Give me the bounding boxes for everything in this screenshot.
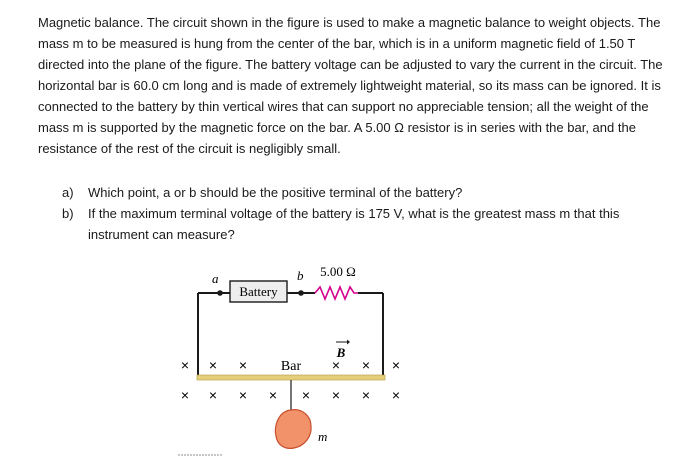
- field-x-mark: ×: [268, 387, 278, 403]
- field-x-mark: ×: [361, 387, 371, 403]
- question-b-label: b): [62, 206, 74, 221]
- field-x-mark: ×: [238, 387, 248, 403]
- question-a-label: a): [62, 185, 74, 200]
- field-x-mark: ×: [301, 387, 311, 403]
- horizontal-bar: [197, 375, 385, 380]
- mass-label: m: [318, 429, 328, 444]
- question-b-text: If the maximum terminal voltage of the battery is 175 V, what is the greatest mass m that this instrument can measure?: [88, 206, 620, 242]
- field-x-mark: ×: [331, 357, 341, 373]
- resistor-zigzag: [315, 287, 358, 299]
- problem-statement: Magnetic balance. The circuit shown in the figure is used to make a magnetic balance to weight objects. The mass m to be measured is hung from the center of the bar, which is in a uniform magnetic field of 1.50 T directed into the plane of the figure. The battery voltage can be adjusted to vary the current in the circuit. The horizontal bar is 60.0 cm long and is made of extremely lightweight material, so its mass can be ignored. It is connected to the battery by thin vertical wires that can support no appreciable tension; all the weight of the mass m is supported by the magnetic force on the bar. A 5.00 Ω resistor is in series with the bar, and the resistance of the rest of the circuit is negligibly small.: [38, 15, 663, 156]
- point-a-label: a: [212, 271, 219, 286]
- terminal-b-dot: [298, 290, 304, 296]
- field-x-mark: ×: [180, 387, 190, 403]
- vector-arrowhead-icon: [347, 340, 350, 345]
- question-a-text: Which point, a or b should be the positive terminal of the battery?: [88, 185, 463, 200]
- field-x-mark: ×: [331, 387, 341, 403]
- resistor-label: 5.00 Ω: [320, 264, 356, 279]
- terminal-a-dot: [217, 290, 223, 296]
- field-x-mark: ×: [180, 357, 190, 373]
- battery-label: Battery: [239, 284, 278, 299]
- field-x-mark: ×: [208, 387, 218, 403]
- field-x-mark: ×: [391, 387, 401, 403]
- field-x-mark: ×: [361, 357, 371, 373]
- field-x-mark: ×: [208, 357, 218, 373]
- bar-label: Bar: [280, 359, 302, 374]
- field-x-mark: ×: [391, 357, 401, 373]
- point-b-label: b: [297, 268, 304, 283]
- field-label: B: [336, 345, 346, 360]
- mass-blob: [275, 410, 311, 449]
- field-x-mark: ×: [238, 357, 248, 373]
